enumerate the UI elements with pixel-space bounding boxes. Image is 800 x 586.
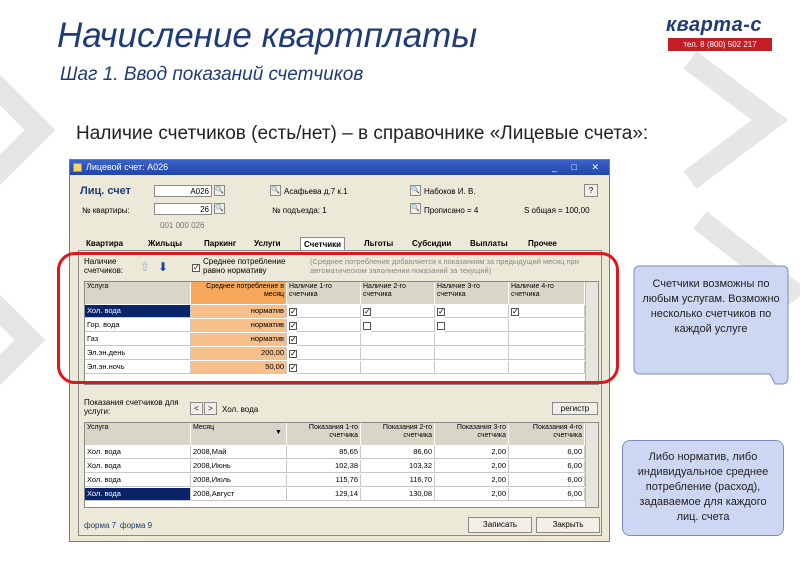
avg-norm-checkbox[interactable]: ✓	[193, 263, 200, 272]
table-row-service[interactable]: Гор. вода	[85, 319, 191, 332]
table-cell[interactable]: 2,00	[435, 474, 509, 487]
close-button[interactable]: Закрыть	[536, 517, 600, 533]
account-code: 001 000 026	[160, 221, 205, 230]
table-row-month[interactable]: 2008,Май	[191, 446, 287, 459]
table-row-service[interactable]: Эл.эн.ночь	[85, 361, 191, 374]
readings-label: Показания счетчиков для услуги:	[84, 398, 179, 416]
table-cell[interactable]: 6,00	[509, 460, 585, 473]
meter-checkbox[interactable]: ✓	[290, 349, 297, 358]
meter-checkbox[interactable]: ✓	[290, 321, 297, 330]
owner-search-icon[interactable]: 🔍	[411, 187, 420, 194]
arrow-up-icon[interactable]: ⇧	[140, 260, 151, 274]
avg-norm-label: Среднее потребление равно нормативу	[203, 257, 286, 275]
readings-service: Хол. вода	[222, 405, 259, 414]
tab-other[interactable]: Прочее	[528, 239, 557, 248]
table-cell[interactable]: 2,00	[435, 460, 509, 473]
col-reading4: Показания 4-го счетчика	[509, 423, 585, 445]
registered-search-icon[interactable]: 🔍	[411, 205, 420, 212]
form9-link[interactable]: форма 9	[120, 521, 153, 530]
col-reading2: Показания 2-го счетчика	[361, 423, 435, 445]
tab-subsidies[interactable]: Субсидии	[412, 239, 452, 248]
account-search-icon[interactable]: 🔍	[215, 187, 224, 194]
table-cell[interactable]: 2,00	[435, 446, 509, 459]
owner-text: Набоков И. В.	[424, 187, 476, 196]
col-meter2: Наличие 2-го счетчика	[361, 282, 435, 304]
tab-parking[interactable]: Паркинг	[204, 239, 237, 248]
tab-payments[interactable]: Выплаты	[470, 239, 508, 248]
arrow-down-icon[interactable]: ⬇	[158, 260, 169, 274]
address-text: Асафьева д.7 к.1	[284, 187, 348, 196]
flat-label: № квартиры:	[82, 206, 130, 215]
col-reading1: Показания 1-го счетчика	[287, 423, 361, 445]
table-row-month[interactable]: 2008,Август	[191, 488, 287, 501]
table-row-service[interactable]: Хол. вода	[85, 488, 191, 501]
tab-residents[interactable]: Жильцы	[148, 239, 182, 248]
window-icon	[73, 163, 82, 172]
col-meter4: Наличие 4-го счетчика	[509, 282, 585, 304]
account-label: Лиц. счет	[80, 185, 131, 197]
meter-checkbox[interactable]: ✓	[438, 307, 445, 316]
avg-note: (Среднее потребление добавляется к показаниям за предыдущий месяц при автоматическом заполнении показаний за текущий)	[310, 257, 579, 275]
table-cell[interactable]: 129,14	[287, 488, 361, 501]
help-button[interactable]: ?	[584, 184, 598, 197]
table-row-avg[interactable]: норматив	[191, 305, 287, 318]
logo-phone: тел. 8 (800) 502 217	[668, 38, 772, 51]
form7-link[interactable]: форма 7	[84, 521, 117, 530]
table-cell[interactable]: 6,00	[509, 446, 585, 459]
col-service: Услуга	[85, 282, 191, 304]
section-heading: Наличие счетчиков (есть/нет) – в справочнике «Лицевые счета»:	[76, 123, 649, 144]
table-cell[interactable]: 6,00	[509, 488, 585, 501]
table-row-month[interactable]: 2008,Июнь	[191, 460, 287, 473]
registered-text: Прописано = 4	[424, 206, 479, 215]
next-service-button[interactable]: >	[204, 402, 217, 415]
meter-checkbox[interactable]: ✓	[364, 307, 371, 316]
meter-checkbox[interactable]: ✓	[512, 307, 519, 316]
flat-search-icon[interactable]: 🔍	[215, 205, 224, 212]
table-cell[interactable]: 116,70	[361, 474, 435, 487]
table-cell[interactable]: 6,00	[509, 474, 585, 487]
readings-table	[84, 422, 599, 508]
table-row-avg[interactable]: 200,00	[191, 347, 287, 360]
tab-meters[interactable]: Счетчики	[300, 237, 345, 250]
table-row-month[interactable]: 2008,Июль	[191, 474, 287, 487]
account-field[interactable]: А026	[154, 185, 212, 197]
table-cell[interactable]: 115,76	[287, 474, 361, 487]
meters-presence-label: Наличие счетчиков:	[84, 257, 124, 275]
table-cell[interactable]: 2,00	[435, 488, 509, 501]
table-cell[interactable]: 130,08	[361, 488, 435, 501]
table-row-service[interactable]: Хол. вода	[85, 446, 191, 459]
tab-services[interactable]: Услуги	[254, 239, 281, 248]
page-subtitle: Шаг 1. Ввод показаний счетчиков	[60, 64, 364, 85]
page-title: Начисление квартплаты	[57, 16, 478, 55]
meter-checkbox[interactable]: ✓	[290, 335, 297, 344]
table-cell[interactable]: 102,38	[287, 460, 361, 473]
register-button[interactable]: регистр	[552, 402, 598, 415]
col-reading3: Показания 3-го счетчика	[435, 423, 509, 445]
entrance-text: № подъезда: 1	[272, 206, 327, 215]
save-button[interactable]: Записать	[468, 517, 532, 533]
table-row-service[interactable]: Эл.эн.день	[85, 347, 191, 360]
tab-flat[interactable]: Квартира	[86, 239, 124, 248]
col-meter1: Наличие 1-го счетчика	[287, 282, 361, 304]
table-row-avg[interactable]: норматив	[191, 333, 287, 346]
table-cell[interactable]: 103,32	[361, 460, 435, 473]
table-row-avg[interactable]: норматив	[191, 319, 287, 332]
table-row-avg[interactable]: 50,00	[191, 361, 287, 374]
window-title: Лицевой счет: А026	[86, 162, 169, 172]
window-titlebar	[70, 160, 609, 175]
col-service: Услуга	[85, 423, 191, 445]
table-row-service[interactable]: Хол. вода	[85, 305, 191, 318]
table-row-service[interactable]: Хол. вода	[85, 474, 191, 487]
table-cell[interactable]: 86,60	[361, 446, 435, 459]
table-row-service[interactable]: Газ	[85, 333, 191, 346]
sort-down-icon[interactable]: ▼	[275, 429, 282, 436]
readings-scrollbar[interactable]	[585, 423, 598, 507]
callout-meters: Счетчики возможны по любым услугам. Возможно несколько счетчиков по каждой услуге	[642, 278, 780, 335]
table-cell[interactable]: 85,65	[287, 446, 361, 459]
callout-norm: Либо норматив, либо индивидуальное среднее потребление (расход), задаваемое для каждого лиц. счета	[622, 440, 784, 536]
table-row-service[interactable]: Хол. вода	[85, 460, 191, 473]
logo-name: кварта-с	[666, 14, 762, 36]
window-controls[interactable]: _ □ ✕	[552, 162, 605, 172]
tab-benefits[interactable]: Льготы	[364, 239, 394, 248]
company-logo	[666, 14, 772, 50]
meter-checkbox[interactable]: ✓	[290, 307, 297, 316]
prev-service-button[interactable]: <	[190, 402, 203, 415]
flat-field[interactable]: 26	[154, 203, 212, 215]
col-avg: Среднее потребление в месяц	[191, 282, 287, 304]
meter-checkbox[interactable]: ✓	[290, 363, 297, 372]
area-text: S общая = 100,00	[524, 206, 590, 215]
highlight-frame	[57, 252, 619, 384]
col-meter3: Наличие 3-го счетчика	[435, 282, 509, 304]
col-month: Месяц	[191, 423, 287, 445]
address-search-icon[interactable]: 🔍	[271, 187, 280, 194]
